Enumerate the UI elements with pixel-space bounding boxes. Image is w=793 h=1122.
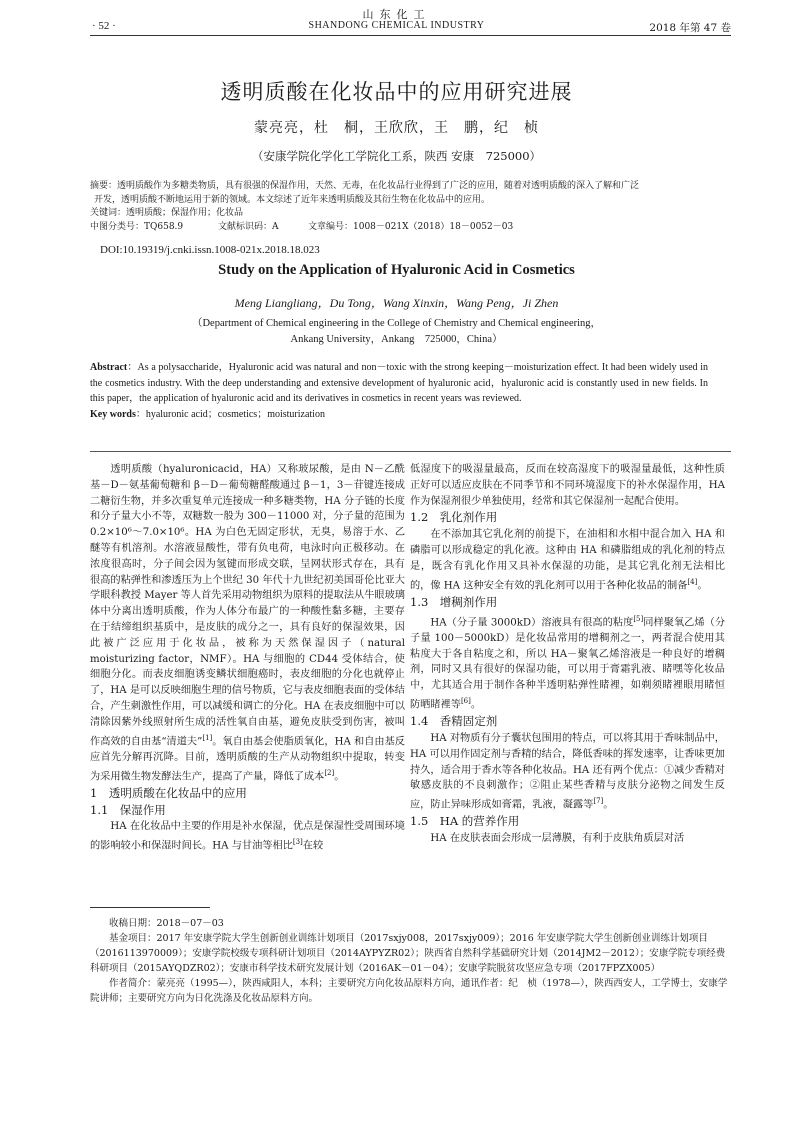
paragraph-continued: 低湿度下的吸湿量最高，反而在较高湿度下的吸湿量最低，这种性质正好可以适应皮肤在不同季节和不同环境湿度下的补水保湿作用，HA 作为保湿剂很少单独使用，经常和其它保湿剂一起配合使用。 — [410, 464, 725, 507]
classification-number: 中图分类号：TQ658.9 — [90, 221, 184, 232]
header-rule — [90, 35, 731, 36]
paragraph-1-5: HA 在皮肤表面会形成一层薄膜，有利于皮肤角质层对活 — [430, 833, 685, 845]
keywords-en-label: Key words — [90, 408, 136, 420]
journal-name-cn: 山东化工 — [362, 8, 431, 21]
intro-text-3: 。 — [334, 770, 345, 782]
abstract-cn-line1: 摘要：透明质酸作为多糖类物质，具有很强的保湿作用，天然、无毒，在化妆品行业得到了广泛的应用，随着对透明质酸的深入了解和广泛 — [90, 181, 640, 191]
article-number: 文章编号：1008－021X（2018）18－0052－03 — [308, 221, 514, 232]
paragraph-text-2: 同样聚氧乙烯（分子量 100－5000kD）是化妆品常用的增稠剂之一，两者混合使用其粘度大于各自粘度之和，所以 HA－聚氧乙烯溶液是一种良好的增稠剂，同时又具有很好的保湿功能，可以用于膏霜乳液、睹嘿等化妆品中，尤其适合用于制作各种半透明粘弹性睹裡，如剃须睹裡眼用睹恒防晒睹裡等 — [410, 616, 726, 711]
paragraph-1-2 — [410, 527, 725, 594]
received-date: 收稿日期：2018－07－03 — [109, 918, 224, 929]
paragraph-text: HA（分子量 3000kD）溶液具有很高的粘度 — [430, 616, 634, 628]
paragraph-1-4 — [410, 731, 725, 813]
paragraph-1-3 — [410, 612, 725, 714]
abstract-en-label: Abstract — [90, 362, 128, 373]
body-column-right — [410, 462, 725, 847]
section-heading-1-5: 1.5 HA 的营养作用 — [410, 814, 520, 829]
section-heading-1: 1 透明质酸在化妆品中的应用 — [90, 785, 247, 800]
citation: [7] — [593, 797, 604, 806]
authors-cn: 蒙亮亮，杜 桐，王欣欣，王 鹏，纪 桢 — [254, 120, 539, 136]
paragraph-text-end: 。 — [603, 799, 614, 811]
citation: [6] — [460, 696, 471, 705]
intro-paragraph — [90, 462, 405, 785]
abstract-en-text: ：As a polysaccharide，Hyaluronic acid was natural and non－toxic with the strong keeping－moisturization effect. It had been widely used in the cosmetics industry. With the deep understanding and extensive development of hyaluronic acid，hyaluronic acid is constantly used in new fields. In this paper，the application of hyaluronic acid and its derivatives in cosmetics in recent years was reviewed. — [90, 362, 708, 404]
abstract-cn-line2: 开发，透明质酸不断地运用于新的领域。本文综述了近年来透明质酸及其衍生物在化妆品中的应用。 — [94, 194, 491, 205]
section-heading-1-3: 1.3 增稠剂作用 — [410, 594, 498, 609]
document-code: 文献标识码：A — [218, 221, 279, 232]
paper-title-cn: 透明质酸在化妆品中的应用研究进展 — [220, 80, 573, 104]
abstract-en — [90, 360, 708, 422]
paragraph-text: 在不添加其它乳化剂的前提下，在油相和水相中混合加入 HA 和磷脂可以形成稳定的乳化液。这种由 HA 和磷脂组成的乳化剂的特点是，既含有乳化作用又具补水保湿的功能，是其它乳化剂无法相比的，像 HA 这种安全有效的乳化剂可以用于各种化妆品的制备 — [410, 529, 725, 591]
keywords-en: ：hyaluronic acid；cosmetics；moisturization — [135, 408, 325, 420]
journal-name-en: SHANDONG CHEMICAL INDUSTRY — [308, 20, 485, 31]
fund-info: 基金项目：2017 年安康学院大学生创新创业训练计划项目（2017sxjy008，2017sxjy009）；2016 年安康学院大学生创新创业训练计划项目（2016113970009）；安康学院校级专项科研计划项目（2014AYPYZR02）；陕西省自然科学基础研究计划（2014JM2－2012）；安康学院专项经费科研项目（2015AYQDZR02）；安康市科学技术研究发展计划（2016AK－01－04）；安康学院脱贫攻坚应急专项（2017FPZX005） — [90, 933, 726, 974]
citation: [1] — [202, 733, 213, 742]
keywords-cn: 关键词：透明质酸；保湿作用；化妆品 — [90, 208, 244, 218]
author-bio: 作者简介：蒙亮亮（1995—），陕西咸阳人，本科；主要研究方向化妆品原料方向，通讯作者：纪 桢（1978—），陕西西安人，工学博士，安康学院讲师；主要研究方向为日化洗涤及化妆品原料方向。 — [90, 978, 728, 1004]
section-heading-1-4: 1.4 香精固定剂 — [410, 714, 498, 729]
section-heading-1-1: 1.1 保湿作用 — [90, 802, 166, 817]
intro-text-2: 。氧自由基会使脂质氧化，HA 和自由基反应首先分解再沉降。目前，透明质酸的生产从动物组织中提取，转变为采用微生物发酵法生产，提高了产量，降低了成本 — [90, 735, 405, 782]
paragraph-text: HA 在化妆品中主要的作用是补水保湿，优点是保湿性受周围环境的影响较小和保湿时间长。HA 与甘油等相比 — [90, 821, 405, 852]
section-heading-1-2: 1.2 乳化剂作用 — [410, 510, 498, 525]
citation: [3] — [292, 838, 303, 847]
footnotes — [90, 916, 730, 1006]
affiliation-en — [0, 316, 793, 348]
paragraph-text-end: 。 — [470, 699, 482, 711]
abstract-cn — [90, 180, 720, 234]
paragraph-text: HA 对物质有分子囊状包围用的特点，可以将其用于香味制品中，HA 可以用作固定剂与香精的结合，降低香味的挥发速率，让香味更加持久，适合用于香水等各种化妆品。HA 还有两个优点：①减少香精对敏感皮肤的不良刺激作；②阻止某些香精与皮肤分泌物之间发生反应，防止异味形成如膏霜，乳液，凝露等 — [410, 732, 725, 811]
page-number: · 52 · — [92, 20, 116, 32]
paragraph-text-end: 在较 — [302, 840, 324, 852]
paper-title-en: Study on the Application of Hyaluronic Acid in Cosmetics — [218, 262, 575, 278]
affiliation-cn: （安康学院化学化工学院化工系，陕西 安康 725000） — [251, 149, 542, 163]
citation: [4] — [687, 577, 698, 586]
authors-en: Meng Liangliang，Du Tong，Wang Xinxin，Wang Peng，Ji Zhen — [234, 296, 559, 310]
paragraph-text-end: 。 — [697, 579, 708, 591]
issue-label: 2018 年第 47 卷 — [649, 22, 731, 34]
footnote-rule — [90, 907, 210, 908]
citation: [2] — [324, 768, 335, 777]
meta-row — [90, 221, 720, 235]
abstract-rule — [90, 451, 731, 452]
citation: [5] — [633, 614, 644, 623]
body-column-left — [90, 462, 405, 854]
doi: DOI:10.19319/j.cnki.issn.1008-021x.2018.18.023 — [100, 244, 320, 256]
affiliation-en-line2: Ankang University，Ankang 725000，China） — [290, 334, 503, 345]
affiliation-en-line1: （Department of Chemical engineering in the College of Chemistry and Chemical engineering， — [191, 318, 602, 329]
paragraph-1-1 — [90, 819, 405, 854]
intro-text: 透明质酸（hyaluronicacid，HA）又称玻尿酸，是由 N－乙酰基－D－氨基葡萄糖和 β－D－葡萄糖醛酸通过 β－1，3－苷键连接成二糖衍生物，并多次重复单元连接成一种多糖类物，HA 分子链的长度和分子量大小不等，双糖数一般为 300－11000 对，分子量的范围为 0.2×10⁶～7.0×10⁶。HA 为白色无固定形状，无臭，易溶于水、乙醚等有机溶剂。水溶液显酸性，带有负电荷，电泳时向正极移动。在浓度很高时，分子间会因为氢键而形成交联，呈网状形式存在，具有很高的粘弹性和渗透压为上个世纪 30 年代十九世纪初美国哥伦比亚大学眼科教授 Mayer 等人首先采用动物组织为原料的提取法从牛眼玻璃体中分离出透明质酸，作为人体分布最广的一种酸性黏多糖，主要存在于结缔组织基质中，是皮肤的成分之一，具有良好的保湿效果，因此被广泛应用于化妆品，被称为天然保湿因子（natural moisturizing factor，NMF）。HA 与细胞的 CD44 受体结合，使细胞分化。而表皮细胞诱变鳞状细胞癌时，表皮细胞的分化也就停止了，HA 是可以反映细胞生理的信号物质，它与表皮细胞表面的受体结合，产生刺激性作用，可以减缓和调亡的分化。HA 在表皮细胞中可以清除因紫外线照射所生成的活性氧自由基，避免皮肤受到伤害，被叫作高效的自由基“清道夫” — [90, 464, 405, 747]
